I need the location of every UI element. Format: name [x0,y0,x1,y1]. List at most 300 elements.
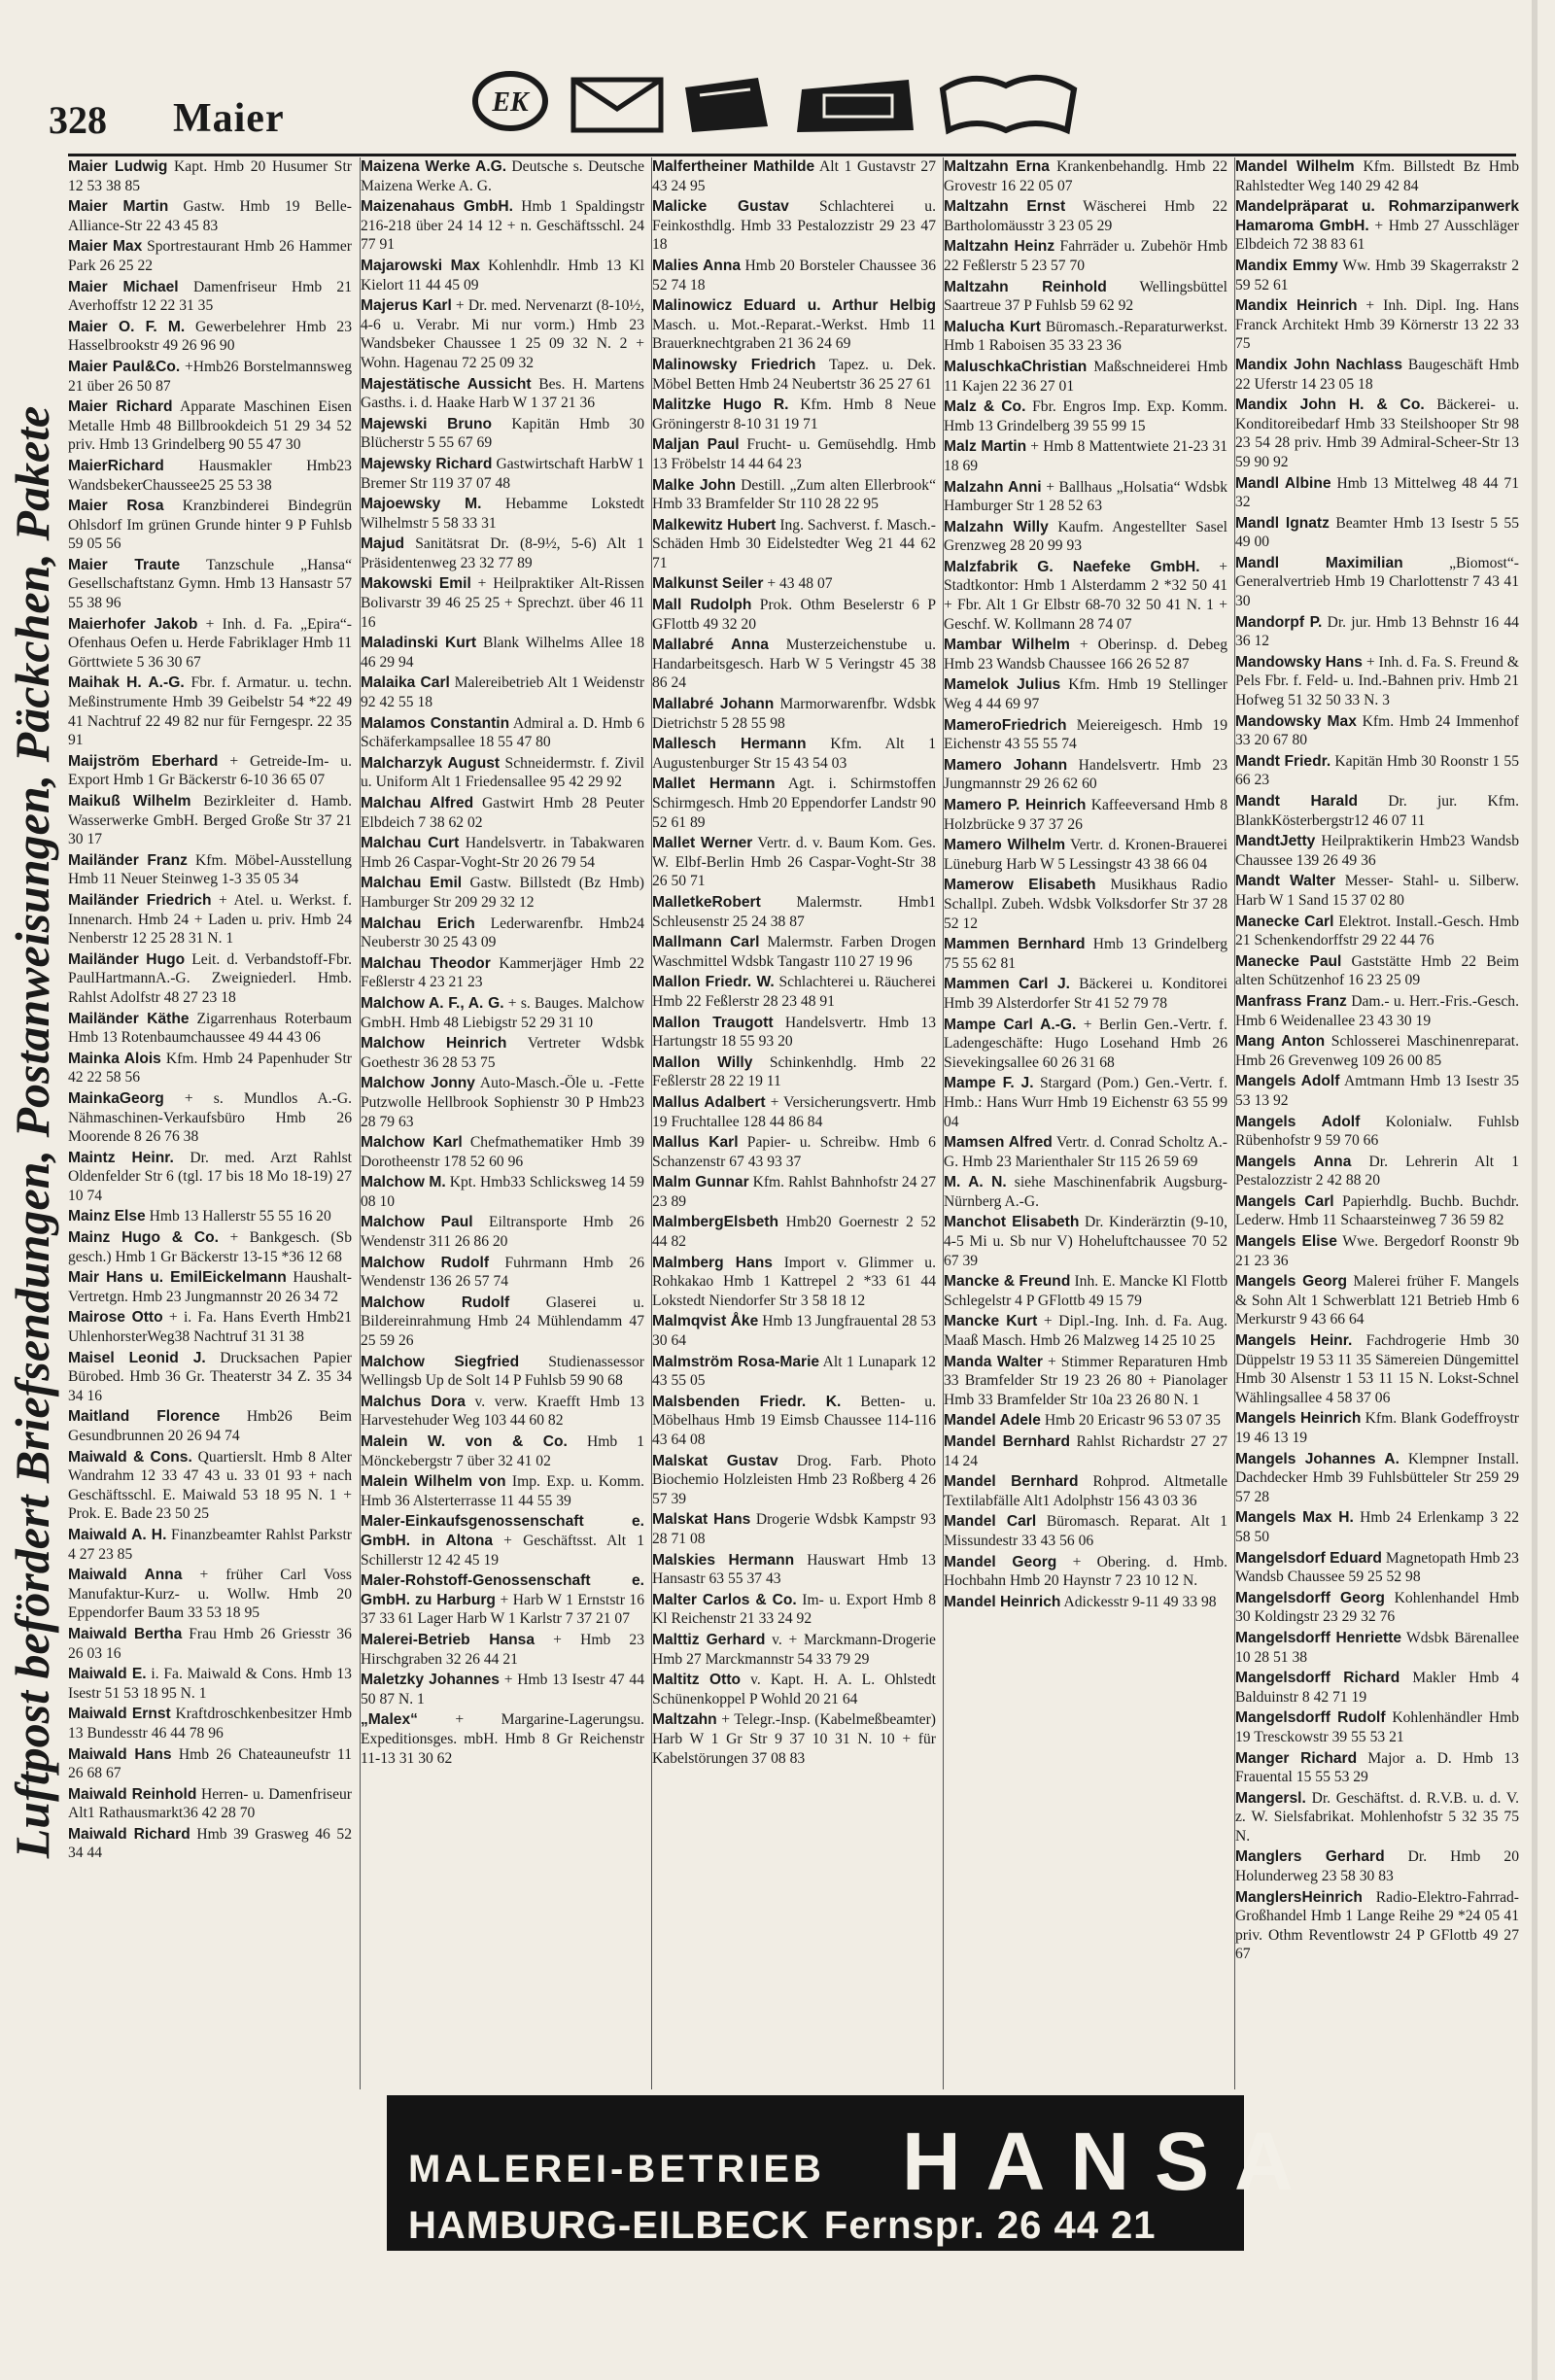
directory-entry [944,278,1227,316]
directory-entry [652,933,936,971]
entry-name: Malskat Gustav [652,1452,778,1469]
entry-name: Mallesch Hermann [652,736,807,753]
entry-details: + Versicherungsvertr. Hmb 19 Fruchtallee 128 44 86 84 [652,1093,936,1130]
directory-entry [361,1213,644,1251]
entry-name: Malkewitz Hubert [652,516,777,534]
entry-name: Malchau Emil [361,875,463,892]
entry-name: Majud [361,535,405,553]
directory-entry [944,675,1227,713]
entry-details: Beamter Hmb 13 Isestr 5 55 49 00 [1235,514,1519,551]
directory-entry [68,615,352,673]
entry-details: Klempner Install. Dachdecker Hmb 39 Fuhlsbütteler Str 259 29 57 28 [1235,1450,1519,1505]
directory-entry [1235,1847,1519,1885]
entry-details: Dr. med. Arzt Rahlst Oldenfelder Str 6 (tgl. 17 bis 18 Mo 18-19) 27 10 74 [68,1149,352,1204]
entry-details: + Dipl.-Ing. Inh. d. Fa. Aug. Maaß Masch. Hmb 26 Malzweg 14 25 10 25 [944,1313,1227,1350]
advert-city: HAMBURG-EILBECK [408,2204,810,2247]
entry-name: Mambar Wilhelm [944,637,1070,654]
entry-name: Mailänder Käthe [68,1010,190,1027]
directory-entry [68,556,352,613]
entry-details: + 43 48 07 [767,575,833,593]
entry-details: Hauswart Hmb 13 Hansastr 63 55 37 43 [652,1551,936,1588]
entry-details: + i. Fa. Hans Everth Hmb21 UhlenhorsterWeg38 Nachtruf 31 31 38 [68,1309,352,1346]
directory-entry [361,673,644,711]
entry-name: Malke John [652,476,737,494]
entry-details: Gewerbelehrer Hmb 23 Hasselbrookstr 49 26 96 90 [68,318,352,355]
entry-details: Fbr. f. Armatur. u. techn. Meßinstrumente Hmb 39 Geibelstr 54 *22 49 41 Nachtruf 22 49 82 nur für Ferngespr. 22 35 91 [68,674,352,749]
directory-entry [1235,1272,1519,1329]
entry-name: Malucha Kurt [944,318,1041,335]
directory-entry [68,1149,352,1206]
entry-details: Damenfriseur Hmb 21 Averhoffstr 12 22 31 35 [68,278,352,315]
entry-name: Malchow Heinrich [361,1035,507,1052]
directory-entry [361,197,644,255]
entry-details: Agt. i. Schirmstoffen Schirmgesch. Hmb 20 Eppendorfer Landstr 90 52 61 89 [652,776,936,831]
entry-details: Prok. Othm Beselerstr 6 P GFlottb 49 32 20 [652,597,936,633]
entry-details: + Atel. u. Werkst. f. Innenarch. Hmb 24 + Laden u. priv. Hmb 24 Nenberstr 12 25 28 31 N. 1 [68,891,352,948]
entry-details: Sportrestaurant Hmb 26 Hammer Park 26 25 22 [68,238,352,274]
directory-entry [361,535,644,572]
entry-name: Mampe F. J. [944,1075,1034,1092]
entry-details: Heilpraktikerin Hmb23 Wandsb Chaussee 139 26 49 36 [1235,833,1519,869]
entry-name: Mandel Adele [944,1412,1041,1430]
entry-name: Mangels Adolf [1235,1113,1361,1130]
entry-name: Mailänder Friedrich [68,891,212,909]
directory-entry [68,1785,352,1823]
directory-entry [68,673,352,749]
entry-details: Musterzeichenstube u. Handarbeitsgesch. Harb W 5 Veringstr 45 38 86 24 [652,637,936,692]
directory-entry [361,1133,644,1171]
entry-name: Mainz Hugo & Co. [68,1229,220,1247]
directory-entry [652,735,936,773]
entry-name: Malchow Rudolf [361,1254,490,1271]
entry-details: Papierhdlg. Buchb. Buchdr. Lederw. Hmb 11 Schaarsteinweg 7 36 59 82 [1235,1192,1519,1229]
entry-details: Krankenbehandlg. Hmb 22 Grovestr 16 22 05 07 [944,158,1227,194]
directory-entry [361,874,644,912]
entry-details: Schneidermstr. f. Zivil u. Uniform Alt 1 Friedensallee 95 42 29 92 [361,754,644,791]
directory-entry [944,1512,1227,1550]
entry-name: Malzahn Anni [944,478,1042,496]
directory-entry [68,237,352,275]
directory-entry [361,1254,644,1292]
directory-entry [652,1353,936,1391]
directory-entry [652,1452,936,1509]
directory-entry [361,914,644,952]
entry-details: + Heilpraktiker Alt-Rissen Bolivarstr 39 46 25 25 + Sprechzt. über 46 11 16 [361,575,644,631]
entry-name: Maiwald A. H. [68,1526,167,1543]
entry-details: +Hmb26 Borstelmannsweg 21 über 26 50 87 [68,358,352,395]
directory-entry [68,1228,352,1266]
directory-entry [944,935,1227,973]
entry-details: Marmorwarenfbr. Wdsbk Dietrichstr 5 28 55 98 [652,696,936,732]
entry-name: Mamero Wilhelm [944,837,1066,854]
directory-entry [68,1089,352,1147]
directory-entry [652,574,936,594]
entry-details: Drogerie Wdsbk Kampstr 93 28 71 08 [652,1511,936,1547]
entry-details: Hmb26 Beim Gesundbrunnen 20 26 94 74 [68,1408,352,1444]
advert-line2 [408,2204,1157,2248]
entry-details: Apparate Maschinen Eisen Metalle Hmb 48 Billbrookdeich 51 29 34 52 priv. Hmb 13 Grindelberg 90 55 47 30 [68,398,352,454]
entry-details: Betten- u. Möbelhaus Hmb 19 Eimsb Chaussee 114-116 43 64 08 [652,1393,936,1448]
entry-details: Kapitän Hmb 30 Roonstr 1 55 66 23 [1235,752,1519,789]
entry-details: Sanitätsrat Dr. (8-9½, 5-6) Alt 1 Präsidentenweg 23 32 77 89 [361,535,644,571]
entry-name: Mangels Adolf [1235,1073,1340,1090]
entry-name: Mandix Emmy [1235,257,1338,274]
entry-name: Malitzke Hugo R. [652,397,789,414]
entry-name: Mang Anton [1235,1033,1326,1051]
directory-entry [361,375,644,413]
directory-entry [1235,1113,1519,1151]
directory-entry [944,1074,1227,1131]
entry-name: MandtJetty [1235,833,1316,850]
entry-name: Malchau Alfred [361,795,474,811]
entry-name: Maijström Eberhard [68,752,219,770]
directory-entry [944,636,1227,673]
directory-entry [1235,1589,1519,1627]
directory-entry [361,1571,644,1629]
directory-entry [68,1308,352,1346]
directory-entry [1235,613,1519,651]
directory-entry [68,792,352,849]
entry-details: Schlosserei Maschinenreparat. Hmb 26 Grevenweg 109 26 00 85 [1235,1033,1519,1069]
directory-entry [361,574,644,632]
entry-name: Malchus Dora [361,1393,466,1410]
entry-name: Manecke Carl [1235,913,1334,930]
entry-name: Mamero P. Heinrich [944,797,1087,813]
directory-entry [944,975,1227,1013]
directory-entry [361,794,644,832]
directory-entry [68,157,352,195]
entry-name: Malaika Carl [361,674,450,692]
entry-name: Malchau Erich [361,914,475,932]
entry-details: Kfm. Hmb 24 Papenhuder Str 42 22 58 56 [68,1050,352,1087]
directory-entry [652,1213,936,1251]
entry-details: Auto-Masch.-Öle u. -Fette Putzwolle Hellbrook Sophienstr 30 P Hmb23 28 79 63 [361,1075,644,1130]
directory-entry [944,1312,1227,1350]
entry-details: Vertr. d. Kronen-Brauerei Lüneburg Harb W 5 Lessingstr 43 38 66 04 [944,837,1227,873]
entry-details: Tapez. u. Dek. Möbel Betten Hmb 24 Neubertstr 36 25 27 61 [652,356,936,393]
entry-name: Makowski Emil [361,575,471,593]
directory-entry [944,1553,1227,1591]
entry-name: MaluschkaChristian [944,358,1088,375]
entry-details: Dr. Lehrerin Alt 1 Pestalozzistr 2 42 88 20 [1235,1153,1519,1190]
directory-entry [361,1512,644,1569]
directory-entry [1235,832,1519,870]
entry-name: Mangelsdorf Eduard [1235,1549,1382,1567]
directory-entry [652,1710,936,1768]
entry-name: Malfertheiner Mathilde [652,158,815,175]
entry-name: Mallus Adalbert [652,1093,766,1111]
entry-name: Mallon Traugott [652,1014,774,1031]
side-banner: Luftpost befördert Briefsendungen, Postanweisungen, Päckchen, Pakete [5,405,59,1859]
entry-details: Kfm. Alt 1 Augustenburger Str 15 43 54 03 [652,736,936,772]
entry-name: Maiwald Bertha [68,1625,183,1642]
directory-entry [652,695,936,733]
entry-details: + Dr. med. Nervenarzt (8-10½, 4-6 u. Verabr. Mi nur vorm.) Hmb 23 Wandsbeker Chaussee 1 25 09 32 N. 2 + Wohn. Hagenau 72 25 09 32 [361,297,644,371]
directory-entry [361,1472,644,1510]
entry-name: Mallabré Johann [652,696,775,713]
entry-name: Mandowsky Max [1235,712,1357,730]
entry-name: „Malex“ [361,1711,418,1729]
entry-name: Maltzahn Erna [944,158,1050,175]
directory-entry [652,157,936,195]
directory-entry [652,1014,936,1052]
advert-phone: Fernspr. 26 44 21 [823,2204,1157,2247]
entry-details: Bäckerei u. Konditorei Hmb 39 Alsterdorfer Str 41 52 79 78 [944,976,1227,1012]
directory-entry [652,834,936,891]
entry-name: MainkaGeorg [68,1089,164,1107]
directory-entry [68,397,352,455]
directory-entry [944,197,1227,235]
entry-details: Schlachterei u. Räucherei Hmb 22 Feßlerstr 28 23 48 91 [652,974,936,1010]
entry-name: Mangels Heinr. [1235,1332,1353,1350]
entry-details: Papier- u. Schreibw. Hmb 6 Schanzenstr 67 43 93 37 [652,1134,936,1170]
directory-entry [944,478,1227,516]
directory-entry [944,558,1227,634]
entry-name: Mallus Karl [652,1134,739,1152]
envelope-icon [573,80,661,130]
directory-entry [944,876,1227,933]
entry-details: Hmb 13 Grindelberg 75 55 62 81 [944,936,1227,972]
directory-entry [68,1448,352,1524]
directory-entry [1235,356,1519,394]
entry-details: Quartierslt. Hmb 8 Alter Wandrahm 12 33 47 43 u. 33 01 93 + nach Geschäftsschl. E. Maiwald 53 18 95 N. 1 + Prok. E. Bade 23 50 25 [68,1448,352,1523]
entry-name: Majewski Bruno [361,415,493,432]
entry-details: v. verw. Kraefft Hmb 13 Harvestehuder Weg 103 44 60 82 [361,1393,644,1430]
entry-details: + Obering. d. Hmb. Hochbahn Hmb 20 Haynstr 7 23 10 12 N. [944,1553,1227,1590]
entry-details: Glaserei u. Bildereinrahmung Hmb 24 Mühlendamm 47 25 59 26 [361,1293,644,1350]
entry-details: Zigarrenhaus Roterbaum Hmb 13 Rotenbaumchaussee 49 44 43 06 [68,1010,352,1047]
entry-details: Makler Hmb 4 Balduinstr 8 42 71 19 [1235,1670,1519,1706]
directory-entry [652,1551,936,1589]
entry-name: Mallabré Anna [652,637,769,654]
entry-details: Vertr. d. v. Baum Kom. Ges. W. Elbf-Berlin Hmb 26 Caspar-Voght-Str 38 26 50 71 [652,835,936,890]
entry-details: Kaufm. Angestellter Sasel Grenzweg 28 20 99 93 [944,518,1227,555]
column-5 [1234,157,1519,2089]
entry-details: Radio-Elektro-Fahrrad-Großhandel Hmb 1 Lange Reihe 29 *24 05 41 priv. Othm Reventlowstr 24 P GFlottb 49 27 67 [1235,1888,1519,1963]
entry-details: Haushalt-Vertretgn. Hmb 23 Jungmannstr 20 26 34 72 [68,1269,352,1305]
entry-details: Gastwirtschaft HarbW 1 Bremer Str 119 37 07 48 [361,455,644,492]
entry-details: Hmb 24 Erlenkamp 3 22 58 50 [1235,1509,1519,1545]
entry-details: Finanzbeamter Rahlst Parkstr 4 27 23 85 [68,1526,352,1563]
entry-details: „Biomost“-Generalvertrieb Hmb 19 Charlottenstr 7 43 41 30 [1235,554,1519,610]
entry-name: Mandel Carl [944,1513,1037,1531]
directory-entry [68,278,352,316]
entry-details: + Hmb 27 Ausschläger Elbdeich 72 38 83 61 [1235,217,1519,254]
entry-name: Maisel Leonid J. [68,1349,206,1366]
directory-entry [361,1393,644,1431]
entry-name: Mamero Johann [944,756,1068,774]
entry-name: Mandl Maximilian [1235,554,1403,571]
entry-details: Lederwarenfbr. Hmb24 Neuberstr 30 25 43 09 [361,914,644,951]
directory-entry [361,1671,644,1708]
directory-entry [68,318,352,356]
entry-name: Maljan Paul [652,436,740,454]
entry-name: Mandt Harald [1235,793,1359,810]
entry-name: Maier Traute [68,556,181,573]
entry-details: Hmb 1 Mönckebergstr 7 über 32 41 02 [361,1433,644,1469]
directory-entry [361,834,644,872]
entry-details: Dr. Geschäftst. d. R.V.B. u. d. V. z. W. Sielsfabrikat. Mohlenhofstr 5 32 35 75 N. [1235,1789,1519,1845]
entry-name: Mammen Carl J. [944,976,1071,993]
entry-name: Maiwald E. [68,1666,147,1683]
entry-name: Maiwald Richard [68,1825,190,1843]
entry-details: Elektrot. Install.-Gesch. Hmb 21 Schenkendorffstr 29 22 44 76 [1235,913,1519,949]
entry-details: Bezirkleiter d. Hamb. Wasserwerke GmbH. Berged Große Str 37 21 30 17 [68,793,352,848]
entry-name: Maltzahn Heinz [944,238,1055,256]
entry-name: Mallet Hermann [652,776,776,793]
entry-details: Vertr. d. Conrad Scholtz A.-G. Hmb 23 Marienthaler Str 115 26 59 69 [944,1134,1227,1170]
entry-details: Hmb 13 Hallerstr 55 55 16 20 [149,1208,331,1225]
entry-name: Malchau Theodor [361,954,491,972]
entry-name: MalletkeRobert [652,893,761,911]
entry-name: Manchot Elisabeth [944,1214,1080,1231]
directory-entry [944,1432,1227,1470]
directory-entry [1235,1888,1519,1964]
entry-details: Kohlenhdlr. Hmb 13 Kl Kielort 11 44 45 09 [361,257,644,293]
directory-entry [68,891,352,949]
directory-entry [944,1133,1227,1171]
directory-entry [68,497,352,554]
entry-details: + Oberinsp. d. Debeg Hmb 23 Wandsb Chaussee 166 26 52 87 [944,637,1227,673]
directory-entry [1235,1508,1519,1546]
entry-details: Handelsvertr. Hmb 23 Jungmannstr 29 26 62 60 [944,756,1227,793]
directory-entry [652,1093,936,1131]
package-icon [797,80,914,132]
entry-name: Mandix John H. & Co. [1235,397,1425,414]
entry-name: MalmbergElsbeth [652,1214,778,1231]
entry-details: Fahrräder u. Zubehör Hmb 22 Feßlerstr 5 23 57 70 [944,238,1227,274]
entry-name: Mangelsdorff Richard [1235,1670,1400,1687]
entry-details: Hmb 13 Jungfrauental 28 53 30 64 [652,1313,936,1350]
directory-entry [1235,792,1519,830]
entry-details: Musikhaus Radio Schallpl. Zubeh. Wdsbk Volksdorfer Str 37 28 52 12 [944,877,1227,932]
entry-name: Malchow Rudolf [361,1293,510,1311]
entry-name: Mangelsdorff Georg [1235,1589,1385,1606]
directory-entry [944,836,1227,874]
directory-entry [944,237,1227,275]
entry-details: Blank Wilhelms Allee 18 46 29 94 [361,635,644,671]
entry-details: + Hmb 23 Hirschgraben 32 26 44 21 [361,1631,644,1668]
entry-name: Mamelok Julius [944,676,1061,694]
entry-name: Mairose Otto [68,1309,163,1327]
advert-line1: MALEREI-BETRIEB [408,2148,825,2190]
entry-name: ManglersHeinrich [1235,1888,1363,1906]
entry-name: Manecke Paul [1235,952,1342,970]
column-4 [943,157,1227,2089]
entry-name: Mangels Heinrich [1235,1410,1362,1428]
entry-name: Malchow Karl [361,1134,463,1152]
directory-entry [68,358,352,396]
directory-entry [1235,1192,1519,1230]
directory-entry [944,318,1227,356]
directory-entry [944,358,1227,396]
directory-entry [1235,157,1519,195]
entry-name: Malttiz Gerhard [652,1631,766,1648]
entry-details: Dr. Hmb 20 Holunderweg 23 58 30 83 [1235,1848,1519,1885]
directory-entry [1235,1409,1519,1447]
entry-details: Gastw. Hmb 19 Belle-Alliance-Str 22 43 45 83 [68,198,352,234]
directory-entry [68,1665,352,1703]
entry-details: Amtmann Hmb 13 Isestr 35 53 13 92 [1235,1073,1519,1109]
entry-name: Malies Anna [652,257,742,274]
directory-entry [68,457,352,495]
entry-details: + s. Bauges. Malchow GmbH. Hmb 48 Liebigstr 52 29 31 10 [361,994,644,1031]
entry-name: Malskies Hermann [652,1551,795,1569]
entry-name: Maier Ludwig [68,158,168,175]
page-number: 328 [49,98,107,142]
entry-name: Maltzahn [652,1711,717,1729]
entry-details: Dam.- u. Herr.-Fris.-Gesch. Hmb 6 Weidenallee 23 43 30 19 [1235,992,1519,1029]
entry-name: Malm Gunnar [652,1174,749,1191]
entry-details: Fbr. Engros Imp. Exp. Komm. Hmb 13 Grindelberg 39 55 99 15 [944,398,1227,434]
entry-name: Maikuß Wilhelm [68,793,191,810]
entry-name: Maier Martin [68,198,169,216]
entry-name: Mangels Anna [1235,1153,1352,1170]
entry-details: Hausmakler Hmb23 WandsbekerChaussee25 25 53 38 [68,457,352,494]
entry-name: Mamsen Alfred [944,1134,1053,1152]
entry-name: Maier Paul&Co. [68,358,181,375]
entry-details: Kohlenhändler Hmb 19 Tresckowstr 39 55 53 21 [1235,1709,1519,1745]
directory-entry [1235,653,1519,710]
directory-entry [944,1213,1227,1270]
directory-entry [1235,913,1519,950]
entry-name: Mall Rudolph [652,597,752,614]
entry-name: Malsbenden Friedr. K. [652,1393,842,1410]
entry-details: Deutsche s. Deutsche Maizena Werke A. G. [361,158,644,194]
entry-name: Majerus Karl [361,297,452,315]
entry-name: Mangels Elise [1235,1233,1337,1251]
entry-name: Malein Wilhelm von [361,1473,506,1491]
directory-entry [652,775,936,832]
entry-name: Mandl Ignatz [1235,514,1330,532]
directory-entry [1235,514,1519,552]
directory-entry [944,1411,1227,1431]
entry-details: Stargard (Pom.) Gen.-Vertr. f. Hmb.: Hans Wurr Hmb 19 Eichenstr 63 55 99 04 [944,1075,1227,1130]
entry-name: Mandix Heinrich [1235,297,1358,315]
entry-details: Wwe. Bergedorf Roonstr 9b 21 23 36 [1235,1233,1519,1269]
entry-name: Malmqvist Åke [652,1313,759,1330]
directory-entry [361,1353,644,1391]
entry-name: Maltzahn Ernst [944,198,1066,216]
directory-entry [1235,1789,1519,1846]
entry-details: + Hmb 8 Mattentwiete 21-23 31 18 69 [944,438,1227,474]
directory-entry [361,634,644,672]
entry-name: Mandt Walter [1235,873,1336,890]
directory-entry [1235,554,1519,611]
entry-name: Mangels Johannes A. [1235,1450,1400,1467]
entry-details: Kammerjäger Hmb 22 Feßlerstr 4 23 21 23 [361,954,644,991]
directory-entry [1235,872,1519,910]
entry-details: + Inh. d. Fa. S. Freund & Pels Fbr. f. Feld- u. Ind.-Bahnen priv. Hmb 21 Hofweg 51 32 50 33 N. 3 [1235,653,1519,709]
entry-name: Maiwald Ernst [68,1706,171,1723]
directory-entry [652,1671,936,1708]
entry-name: Malzahn Willy [944,518,1049,535]
entry-details: Handelsvertr. in Tabakwaren Hmb 26 Caspar-Voght-Str 20 26 79 54 [361,835,644,871]
directory-entry [652,1510,936,1548]
entry-details: + Margarine-Lagerungsu. Expeditionsges. mbH. Hmb 8 Gr Reichenstr 11-13 31 30 62 [361,1711,644,1767]
entry-name: Maier Richard [68,398,173,416]
directory-entry [652,1312,936,1350]
directory-entry [652,1591,936,1629]
directory-entry [1235,1549,1519,1587]
entry-name: Malchow A. F., A. G. [361,994,504,1012]
entry-details: Schlachterei u. Feinkosthdlg. Hmb 33 Pestalozzistr 29 23 47 18 [652,198,936,254]
entry-details: Kfm. Hmb 8 Neue Gröningerstr 8-10 31 19 71 [652,397,936,432]
entry-details: Eiltransporte Hmb 26 Wendenstr 311 26 86 20 [361,1214,644,1251]
entry-name: Maltzahn Reinhold [944,278,1107,295]
directory-entry [652,296,936,354]
entry-name: Malz & Co. [944,398,1026,416]
